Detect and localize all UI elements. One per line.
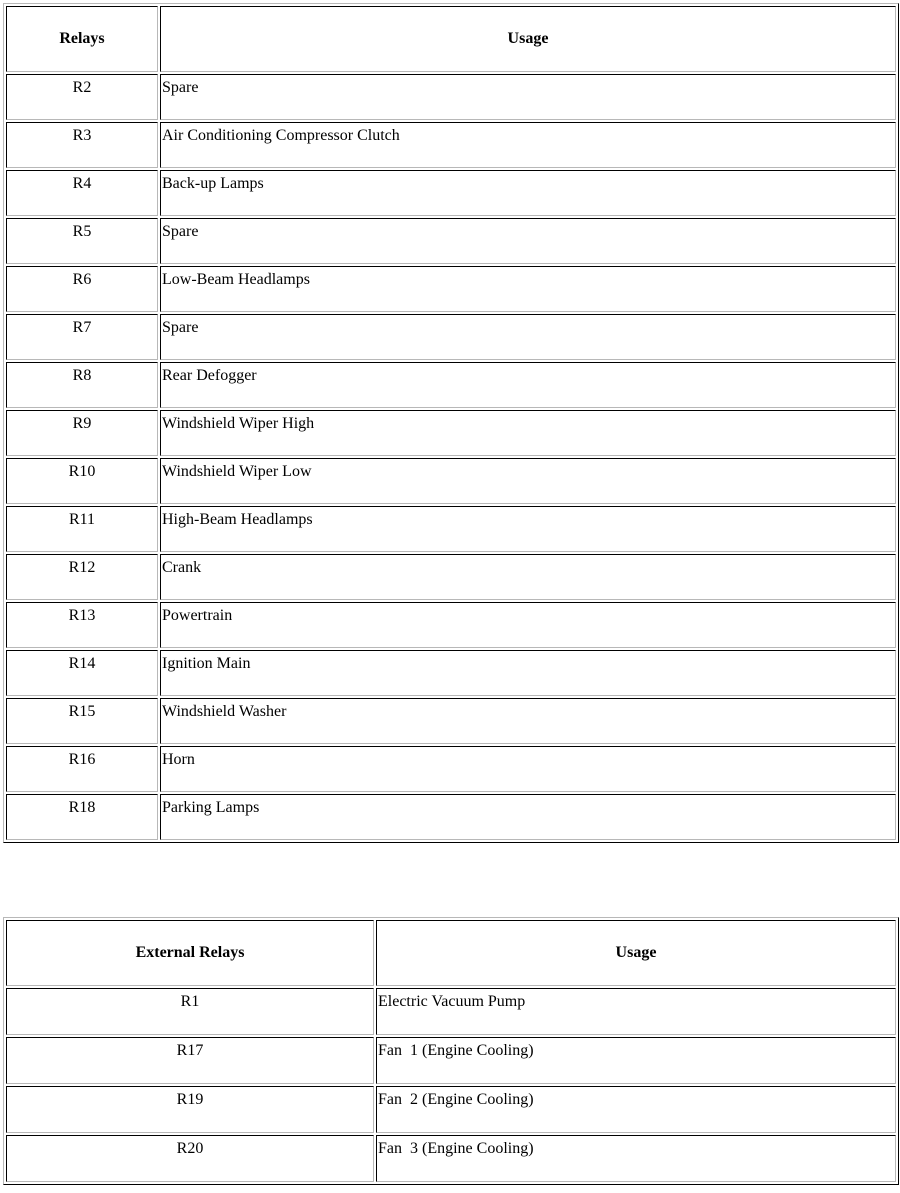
external-relays-table-row bbox=[6, 988, 896, 1035]
relays-relay-code: R7 bbox=[6, 314, 158, 360]
relays-relay-code: R15 bbox=[6, 698, 158, 744]
relays-table-row bbox=[6, 218, 896, 264]
relays-table-row bbox=[6, 170, 896, 216]
external-relays-relay-code: R20 bbox=[6, 1135, 374, 1182]
relays-relay-usage: Spare bbox=[160, 74, 896, 120]
relays-relay-code: R5 bbox=[6, 218, 158, 264]
external-relays-relay-usage: Fan 3 (Engine Cooling) bbox=[376, 1135, 896, 1182]
relays-relay-usage: Rear Defogger bbox=[160, 362, 896, 408]
relays-relay-usage: Spare bbox=[160, 314, 896, 360]
relays-table-row bbox=[6, 698, 896, 744]
relays-table bbox=[3, 3, 899, 843]
external-relays-relay-code: R19 bbox=[6, 1086, 374, 1133]
relays-table-row bbox=[6, 410, 896, 456]
relays-relay-usage: Crank bbox=[160, 554, 896, 600]
external-relays-relay-code: R17 bbox=[6, 1037, 374, 1084]
relays-relay-code: R9 bbox=[6, 410, 158, 456]
relays-relay-code: R14 bbox=[6, 650, 158, 696]
relays-relay-usage: Powertrain bbox=[160, 602, 896, 648]
external-relays-relay-usage: Electric Vacuum Pump bbox=[376, 988, 896, 1035]
external-relays-table-row bbox=[6, 1135, 896, 1182]
external-relays-table-header-row bbox=[6, 920, 896, 986]
external-relays-column-header: External Relays bbox=[6, 920, 374, 986]
external-usage-column-header: Usage bbox=[376, 920, 896, 986]
external-relays-relay-usage: Fan 1 (Engine Cooling) bbox=[376, 1037, 896, 1084]
relays-table-row bbox=[6, 266, 896, 312]
relays-relay-usage: High-Beam Headlamps bbox=[160, 506, 896, 552]
relays-table-row bbox=[6, 458, 896, 504]
relays-relay-usage: Ignition Main bbox=[160, 650, 896, 696]
external-relays-table-body bbox=[6, 988, 896, 1182]
relays-relay-code: R13 bbox=[6, 602, 158, 648]
relays-relay-code: R16 bbox=[6, 746, 158, 792]
relays-table-row bbox=[6, 506, 896, 552]
relays-relay-code: R4 bbox=[6, 170, 158, 216]
relays-table-row bbox=[6, 314, 896, 360]
external-relays-table-row bbox=[6, 1037, 896, 1084]
relays-relay-usage: Windshield Wiper Low bbox=[160, 458, 896, 504]
external-relays-relay-code: R1 bbox=[6, 988, 374, 1035]
relays-relay-usage: Spare bbox=[160, 218, 896, 264]
relays-relay-code: R8 bbox=[6, 362, 158, 408]
relays-relay-code: R10 bbox=[6, 458, 158, 504]
relays-table-header-row bbox=[6, 6, 896, 72]
relays-relay-usage: Windshield Washer bbox=[160, 698, 896, 744]
relays-relay-usage: Parking Lamps bbox=[160, 794, 896, 840]
relays-relay-usage: Low-Beam Headlamps bbox=[160, 266, 896, 312]
relays-relay-usage: Horn bbox=[160, 746, 896, 792]
usage-column-header: Usage bbox=[160, 6, 896, 72]
relays-relay-usage: Back-up Lamps bbox=[160, 170, 896, 216]
relays-relay-code: R6 bbox=[6, 266, 158, 312]
relays-relay-code: R3 bbox=[6, 122, 158, 168]
relays-relay-usage: Air Conditioning Compressor Clutch bbox=[160, 122, 896, 168]
relays-table-row bbox=[6, 602, 896, 648]
external-relays-table-row bbox=[6, 1086, 896, 1133]
relays-table-row bbox=[6, 794, 896, 840]
relays-table-row bbox=[6, 650, 896, 696]
relays-column-header: Relays bbox=[6, 6, 158, 72]
relays-table-row bbox=[6, 122, 896, 168]
relays-relay-code: R11 bbox=[6, 506, 158, 552]
relays-table-body bbox=[6, 74, 896, 840]
external-relays-relay-usage: Fan 2 (Engine Cooling) bbox=[376, 1086, 896, 1133]
relays-relay-code: R12 bbox=[6, 554, 158, 600]
external-relays-table bbox=[3, 917, 899, 1185]
relays-relay-code: R18 bbox=[6, 794, 158, 840]
relays-table-row bbox=[6, 554, 896, 600]
relays-relay-code: R2 bbox=[6, 74, 158, 120]
relays-relay-usage: Windshield Wiper High bbox=[160, 410, 896, 456]
relays-table-row bbox=[6, 746, 896, 792]
relays-table-row bbox=[6, 362, 896, 408]
relays-table-row bbox=[6, 74, 896, 120]
